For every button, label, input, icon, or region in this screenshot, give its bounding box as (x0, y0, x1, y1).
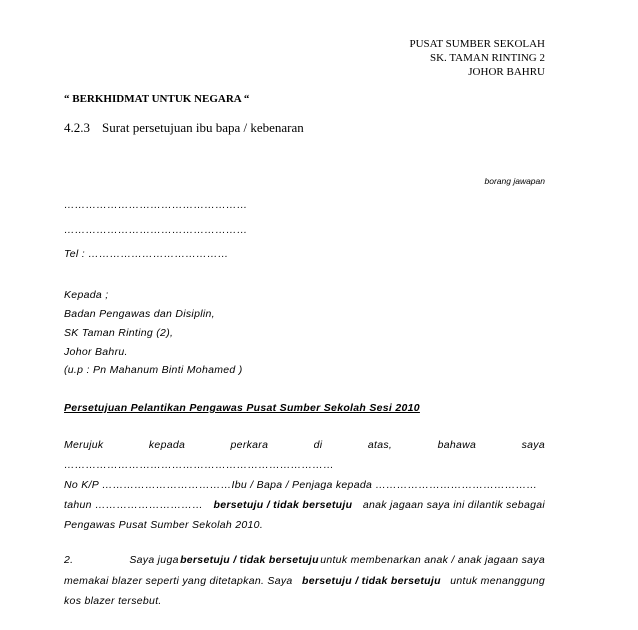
body-word: bahawa (437, 439, 477, 451)
consent-choice: bersetuju / tidak bersetuju (302, 575, 441, 587)
para2-line3: kos blazer tersebut. (64, 595, 162, 607)
year-prefix: tahun ………………………… (64, 499, 203, 511)
sender-address-dots: …………………………………………… (64, 224, 248, 236)
year-consent-line (64, 499, 545, 511)
section-title: Surat persetujuan ibu bapa / kebenaran (102, 120, 304, 135)
school-name-line: PUSAT SUMBER SEKOLAH (409, 38, 545, 50)
recipient-line: Johor Bahru. (64, 346, 128, 358)
year-suffix: anak jagaan saya ini dilantik sebagai (362, 499, 545, 511)
para2-line2-suffix: untuk menanggung (450, 575, 545, 587)
school-branch-line: SK. TAMAN RINTING 2 (429, 52, 545, 64)
para2-suffix: untuk membenarkan anak / anak jagaan saya (320, 554, 545, 566)
parent-name-dots: ………………………………………………………………… (64, 459, 334, 471)
para2-line2 (64, 575, 545, 587)
recipient-kepada: Kepada ; (64, 289, 109, 301)
prefect-line: Pengawas Pusat Sumber Sekolah 2010. (64, 519, 264, 531)
section-number: 4.2.3 (64, 120, 90, 135)
school-city-line: JOHOR BAHRU (468, 66, 545, 78)
consent-choice: bersetuju / tidak bersetuju (180, 554, 319, 566)
body-word: kepada (148, 439, 186, 451)
letter-subject: Persetujuan Pelantikan Pengawas Pusat Sumber Sekolah Sesi 2010 (64, 402, 420, 414)
para2-number: 2. (64, 554, 74, 566)
consent-choice: bersetuju / tidak bersetuju (213, 499, 353, 511)
body-word: atas, (367, 439, 393, 451)
recipient-line: Badan Pengawas dan Disiplin, (64, 308, 215, 320)
sender-name-dots: …………………………………………… (64, 199, 248, 211)
reply-form-label: borang jawapan (484, 176, 545, 186)
body-word: perkara (230, 439, 269, 451)
body-justified-line (64, 439, 545, 451)
para2-line1 (64, 554, 545, 566)
recipient-attention: (u.p : Pn Mahanum Binti Mohamed ) (64, 364, 243, 376)
recipient-line: SK Taman Rinting (2), (64, 327, 174, 339)
ic-number-line: No K/P ………………………………Ibu / Bapa / Penjaga kepada ……………………………………… (64, 479, 538, 491)
body-word: di (313, 439, 323, 451)
sender-tel: Tel : ………………………………… (64, 248, 229, 260)
school-motto: “ BERKHIDMAT UNTUK NEGARA “ (64, 93, 250, 105)
body-word: saya (521, 439, 545, 451)
para2-line2-prefix: memakai blazer seperti yang ditetapkan. Saya (64, 575, 293, 587)
section-heading (64, 120, 304, 136)
body-word: Merujuk (64, 439, 104, 451)
para2-prefix: Saya juga (129, 554, 179, 566)
